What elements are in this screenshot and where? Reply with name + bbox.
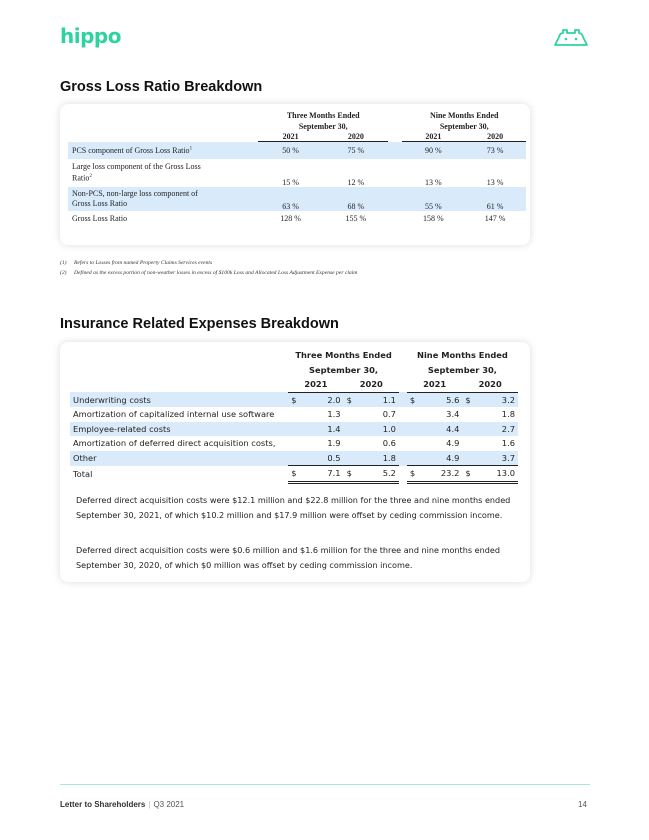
dollar-sign: $ [407, 466, 423, 483]
ie-cell: 2.0 [304, 392, 344, 407]
acquisition-costs-note-2020: Deferred direct acquisition costs were $0.6 million and $1.6 million for the three and nine months ended September 30, 2020, of which $0 million was offset by ceding commission income. [76, 545, 501, 570]
hippo-logo: hippo [60, 24, 121, 48]
ie-cell: 1.3 [327, 409, 341, 420]
ie-period-header-2: Nine Months Ended [417, 350, 508, 361]
gl-cell: 13 % [424, 177, 442, 187]
dollar-sign: $ [288, 392, 304, 407]
ie-cell: 1.9 [327, 438, 341, 449]
gl-period-header-2: Nine Months Ended [429, 111, 499, 120]
dollar-sign: $ [462, 392, 478, 407]
gl-period-subheader-1: September 30, [298, 122, 348, 131]
ie-year-header: 2021 [407, 377, 463, 392]
gl-cell: 12 % [347, 177, 365, 187]
gl-period-header-1: Three Months Ended [286, 111, 360, 120]
gross-loss-table [68, 110, 526, 227]
gl-cell: 147 % [484, 214, 506, 223]
gl-row-label: PCS component of Gross Loss Ratio$^1$ [68, 142, 258, 159]
ie-cell: 0.7 [382, 409, 396, 420]
gl-cell: 13 % [486, 177, 504, 187]
gross-loss-card [60, 104, 530, 245]
gl-year-header: 2021 [258, 132, 323, 142]
gl-cell: 90 % [402, 142, 464, 159]
ie-cell: 3.7 [478, 451, 518, 466]
dollar-sign: $ [344, 392, 360, 407]
ie-cell: 7.1 [304, 466, 344, 483]
gl-cell: 158 % [422, 214, 444, 223]
ie-cell: 1.8 [501, 409, 515, 420]
footnote: (2) Defined as the excess portion of non-weather losses in excess of $100k Loss and Allocated Loss Adjustment Expense per claim [60, 270, 358, 276]
ie-period-header-1: Three Months Ended [295, 350, 392, 361]
ie-year-header: 2020 [462, 377, 518, 392]
gl-cell: 55 % [402, 187, 464, 211]
gl-cell: 61 % [464, 187, 526, 211]
footer-document-label: Letter to Shareholders | Q3 2021 [60, 800, 185, 809]
gl-cell: 75 % [323, 142, 388, 159]
page-number: 14 [578, 800, 587, 809]
ie-period-subheader-2: September 30, [427, 364, 497, 375]
ie-cell: 13.0 [478, 466, 518, 483]
hippo-head-icon [553, 28, 589, 46]
gl-year-header: 2020 [323, 132, 388, 142]
ie-cell: 4.9 [423, 451, 463, 466]
gl-cell: 155 % [345, 214, 367, 223]
gl-cell: 73 % [464, 142, 526, 159]
insurance-expenses-card [60, 342, 530, 582]
acquisition-costs-note-2021: Deferred direct acquisition costs were $12.1 million and $22.8 million for the three and nine months ended September 30, 2021, of which $10.2 million and $17.9 million were offset by ceding commission income. [76, 495, 511, 520]
ie-row-label: Other [70, 451, 288, 466]
gl-row-label: Gross Loss Ratio [72, 214, 128, 223]
ie-cell: 3.2 [478, 392, 518, 407]
ie-cell: 2.7 [478, 422, 518, 437]
dollar-sign: $ [462, 466, 478, 483]
gl-cell: 68 % [323, 187, 388, 211]
gl-period-subheader-2: September 30, [439, 122, 489, 131]
ie-cell: 5.6 [423, 392, 463, 407]
ie-period-subheader-1: September 30, [309, 364, 379, 375]
ie-row-label: Amortization of deferred direct acquisition costs, [73, 438, 276, 449]
ie-row-label: Underwriting costs [70, 392, 288, 407]
ie-cell: 23.2 [423, 466, 463, 483]
dollar-sign: $ [288, 466, 304, 483]
gl-year-header: 2020 [464, 132, 526, 142]
ie-row-label: Total [73, 468, 93, 479]
ie-cell: 1.4 [304, 422, 344, 437]
gl-year-header: 2021 [402, 132, 464, 142]
gl-cell: 50 % [258, 142, 323, 159]
ie-cell: 1.6 [501, 438, 515, 449]
gl-cell: 15 % [282, 177, 299, 187]
ie-cell: 3.4 [446, 409, 460, 420]
gl-row-label: Non-PCS, non-large loss component of Gross Loss Ratio [68, 187, 258, 211]
insurance-expenses-title: Insurance Related Expenses Breakdown [60, 316, 339, 332]
ie-cell: 1.8 [359, 451, 399, 466]
ie-row-label: Amortization of capitalized internal use software [73, 409, 275, 420]
ie-cell: 4.4 [423, 422, 463, 437]
ie-cell: 4.9 [446, 438, 460, 449]
dollar-sign: $ [344, 466, 360, 483]
ie-row-label: Employee-related costs [70, 422, 288, 437]
gl-cell: 63 % [258, 187, 323, 211]
ie-cell: 5.2 [359, 466, 399, 483]
footnote: (1) Refers to Losses from named Property Claims Services events [60, 260, 213, 266]
ie-cell: 0.6 [382, 438, 396, 449]
dollar-sign: $ [407, 392, 423, 407]
gl-row-label: Large loss component of the Gross Loss Ratio$^2$ [72, 161, 201, 183]
gross-loss-title: Gross Loss Ratio Breakdown [60, 79, 263, 95]
ie-cell: 1.1 [359, 392, 399, 407]
gl-cell: 128 % [280, 214, 301, 223]
footnotes [60, 258, 357, 278]
ie-year-header: 2020 [344, 377, 399, 392]
ie-cell: 0.5 [304, 451, 344, 466]
ie-year-header: 2021 [288, 377, 343, 392]
ie-cell: 1.0 [359, 422, 399, 437]
footer-divider [60, 784, 590, 785]
insurance-expenses-table [70, 348, 518, 484]
